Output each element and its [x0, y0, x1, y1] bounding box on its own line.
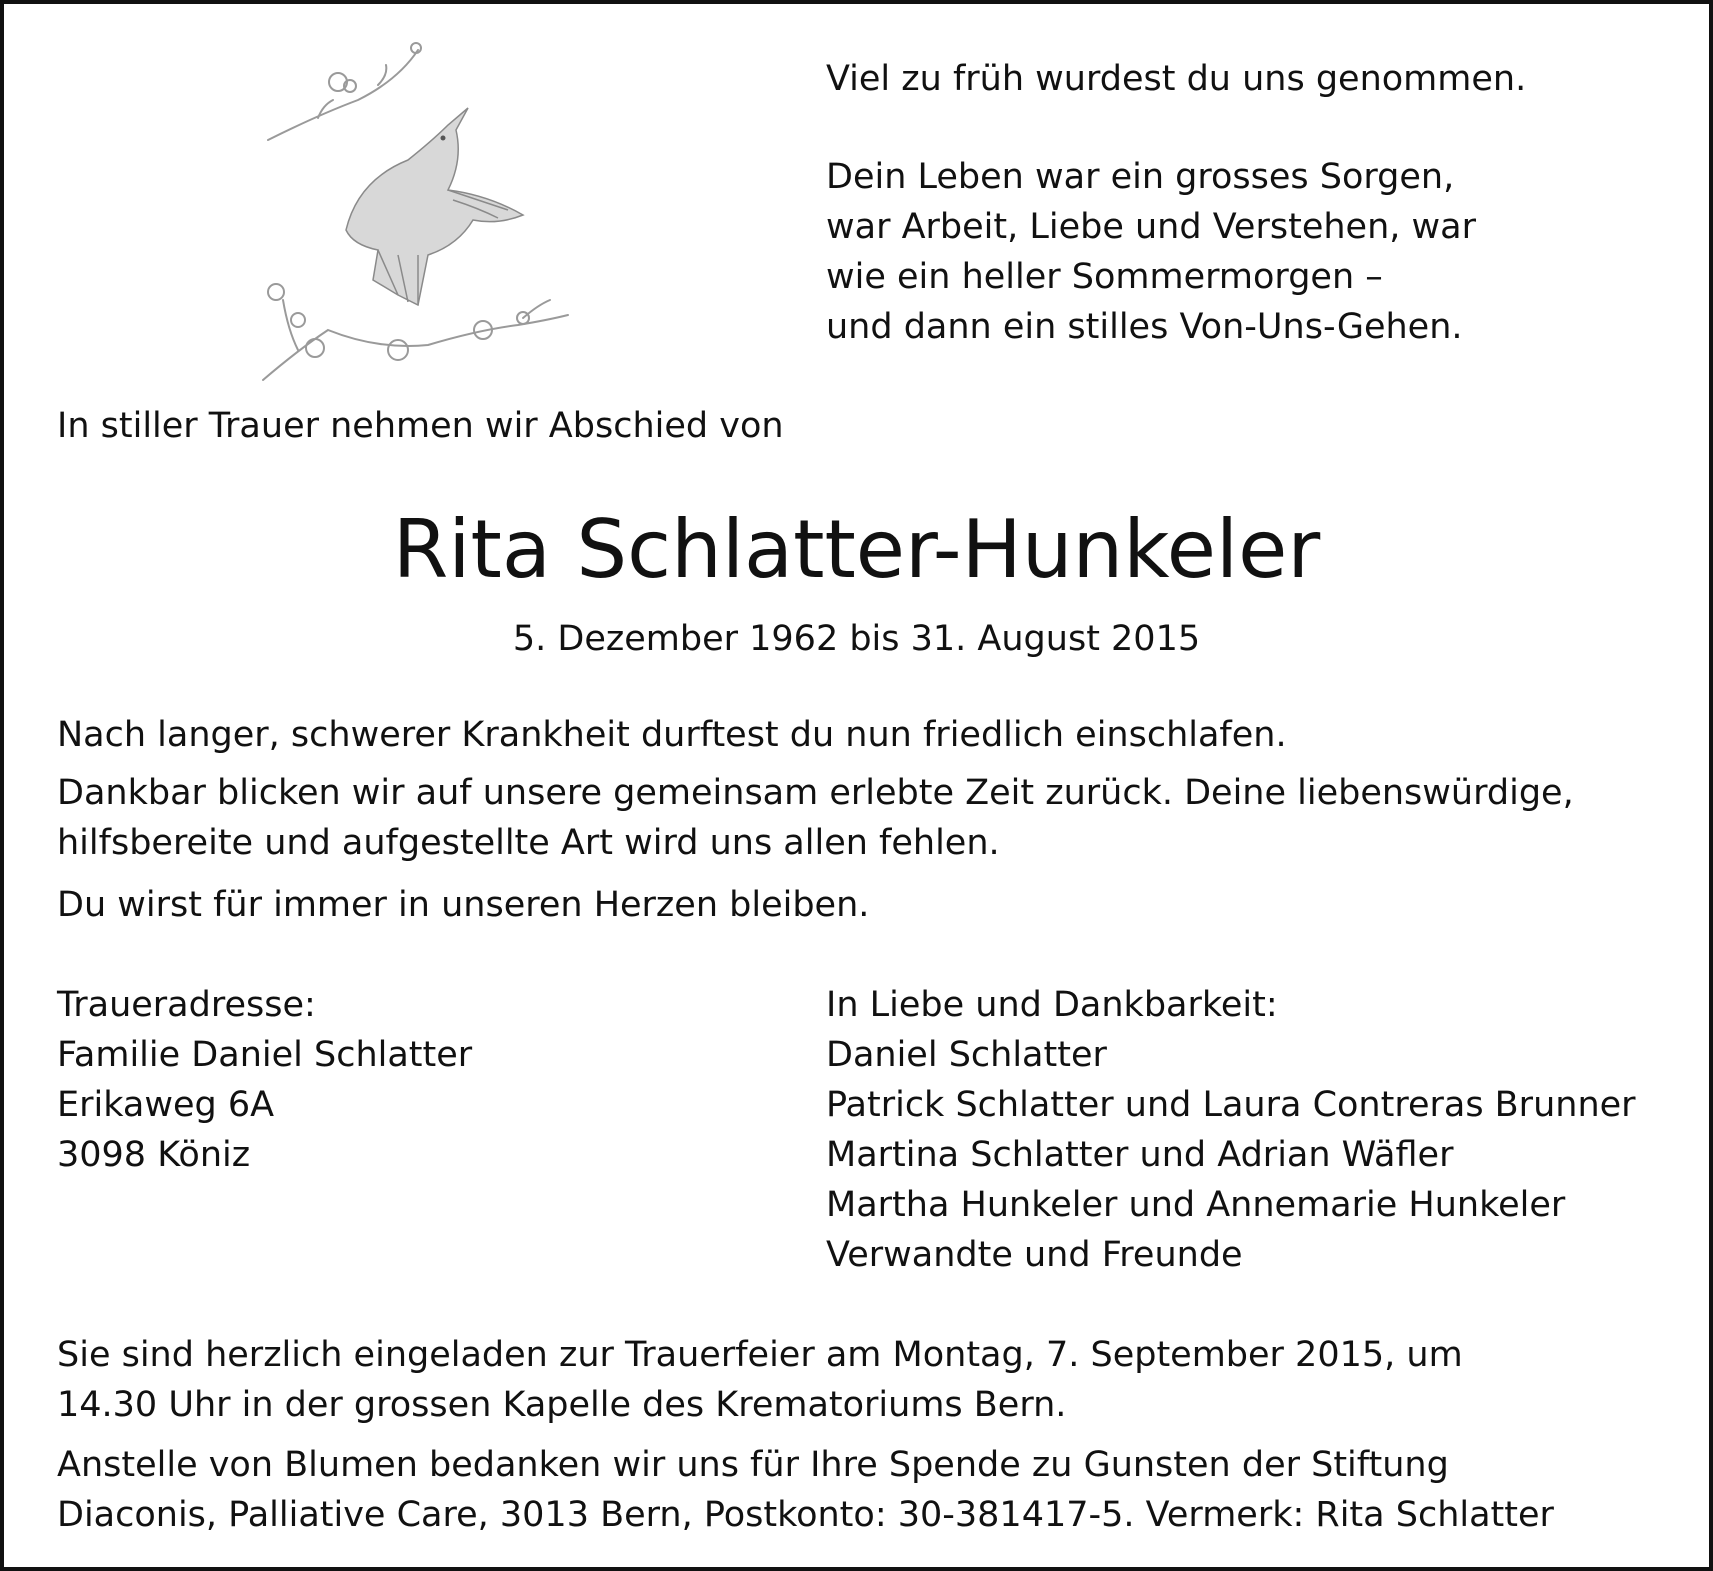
mourners-list: [826, 980, 1636, 1280]
poem-line: und dann ein stilles Von-Uns-Gehen.: [826, 307, 1463, 347]
address-line: 3098 Köniz: [57, 1135, 251, 1175]
donation-info: [57, 1440, 1554, 1540]
mourning-address: [57, 980, 472, 1180]
bird-illustration-icon: [258, 30, 588, 390]
message-paragraph: [57, 768, 1574, 868]
address-heading: Traueradresse:: [57, 985, 316, 1025]
message-line: Nach langer, schwerer Krankheit durftest du nun friedlich einschlafen.: [57, 715, 1287, 755]
poem-spacer: [826, 104, 1526, 152]
message-line: hilfsbereite und aufgestellte Art wird uns allen fehlen.: [57, 823, 1000, 863]
mourner: Martha Hunkeler und Annemarie Hunkeler: [826, 1185, 1566, 1225]
mourners-heading: In Liebe und Dankbarkeit:: [826, 985, 1278, 1025]
poem-line: Dein Leben war ein grosses Sorgen,: [826, 157, 1455, 197]
address-line: Erikaweg 6A: [57, 1085, 275, 1125]
ceremony-line: Sie sind herzlich eingeladen zur Trauerfeier am Montag, 7. September 2015, um: [57, 1335, 1463, 1375]
poem-line: wie ein heller Sommermorgen –: [826, 257, 1383, 297]
deceased-name: Rita Schlatter-Hunkeler: [392, 503, 1321, 596]
ceremony-info: [57, 1330, 1463, 1430]
mourner: Patrick Schlatter und Laura Contreras Brunner: [826, 1085, 1636, 1125]
mourner: Martina Schlatter und Adrian Wäfler: [826, 1135, 1454, 1175]
message-line: Du wirst für immer in unseren Herzen bleiben.: [57, 885, 870, 925]
mourner: Verwandte und Freunde: [826, 1235, 1243, 1275]
life-dates: 5. Dezember 1962 bis 31. August 2015: [512, 619, 1201, 659]
donation-line: Anstelle von Blumen bedanken wir uns für Ihre Spende zu Gunsten der Stiftung: [57, 1445, 1449, 1485]
poem-line: war Arbeit, Liebe und Verstehen, war: [826, 207, 1476, 247]
donation-line: Diaconis, Palliative Care, 3013 Bern, Postkonto: 30-381417-5. Vermerk: Rita Schlatter: [57, 1495, 1554, 1535]
ceremony-line: 14.30 Uhr in der grossen Kapelle des Krematoriums Bern.: [57, 1385, 1067, 1425]
poem-line: Viel zu früh wurdest du uns genommen.: [826, 59, 1527, 99]
poem: [826, 54, 1526, 352]
address-line: Familie Daniel Schlatter: [57, 1035, 473, 1075]
mourner: Daniel Schlatter: [826, 1035, 1107, 1075]
intro-text: In stiller Trauer nehmen wir Abschied von: [57, 406, 784, 446]
message-line: Dankbar blicken wir auf unsere gemeinsam erlebte Zeit zurück. Deine liebenswürdige,: [57, 773, 1574, 813]
